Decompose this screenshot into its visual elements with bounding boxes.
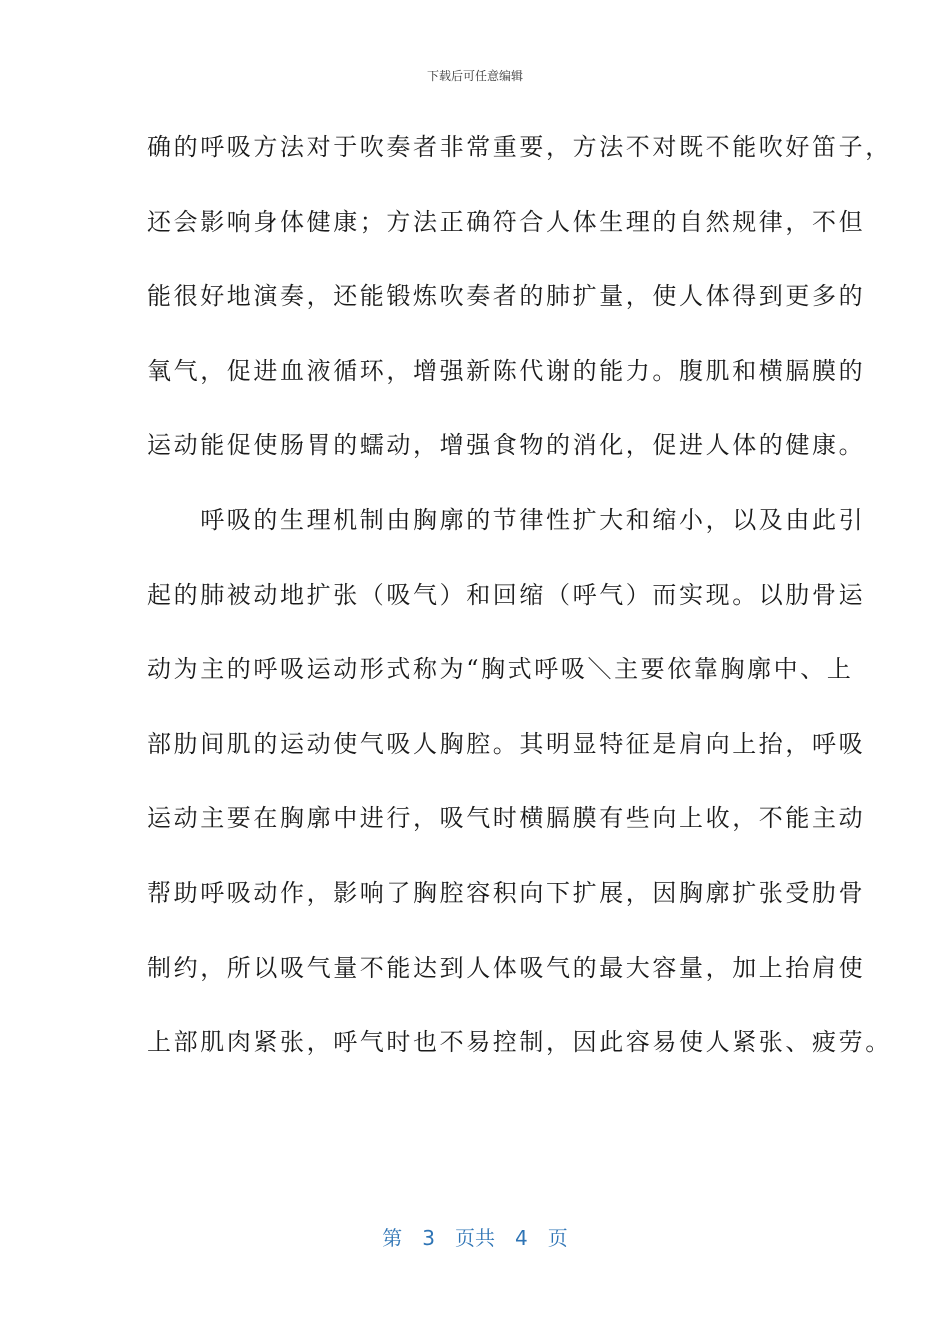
- text-line: 运动主要在胸廓中进行，吸气时横膈膜有些向上收，不能主动: [147, 804, 866, 833]
- text-line: 帮助呼吸动作，影响了胸腔容积向下扩展，因胸廓扩张受肋骨: [147, 878, 866, 907]
- text-line: 能很好地演奏，还能锻炼吹奏者的肺扩量，使人体得到更多的: [147, 282, 866, 311]
- text-line: 呼吸的生理机制由胸廓的节律性扩大和缩小，以及由此引: [147, 505, 866, 534]
- text-line: 起的肺被动地扩张（吸气）和回缩（呼气）而实现。以肋骨运: [147, 580, 866, 609]
- text-line: 还会影响身体健康；方法正确符合人体生理的自然规律，不但: [147, 207, 866, 236]
- page-number-label: 第 3 页共 4 页: [382, 1226, 568, 1250]
- text-line: 上部肌肉紧张，呼气时也不易控制，因此容易使人紧张、疲劳。: [147, 1028, 892, 1057]
- text-line: 确的呼吸方法对于吹奏者非常重要，方法不对既不能吹好笛子，: [147, 133, 892, 161]
- page-number-footer: [0, 1222, 950, 1251]
- text-line: 动为主的呼吸运动形式称为“胸式呼吸＼主要依靠胸廓中、上: [147, 655, 854, 684]
- header-note: 下载后可任意编辑: [426, 69, 523, 83]
- text-line: 运动能促使肠胃的蠕动，增强食物的消化，促进人体的健康。: [147, 431, 866, 460]
- text-line: 氧气，促进血液循环，增强新陈代谢的能力。腹肌和横膈膜的: [147, 356, 866, 385]
- text-line: 制约，所以吸气量不能达到人体吸气的最大容量，加上抬肩使: [147, 953, 866, 982]
- body-text: [147, 120, 892, 1090]
- text-line: 部肋间肌的运动使气吸人胸腔。其明显特征是肩向上抬，呼吸: [147, 729, 866, 758]
